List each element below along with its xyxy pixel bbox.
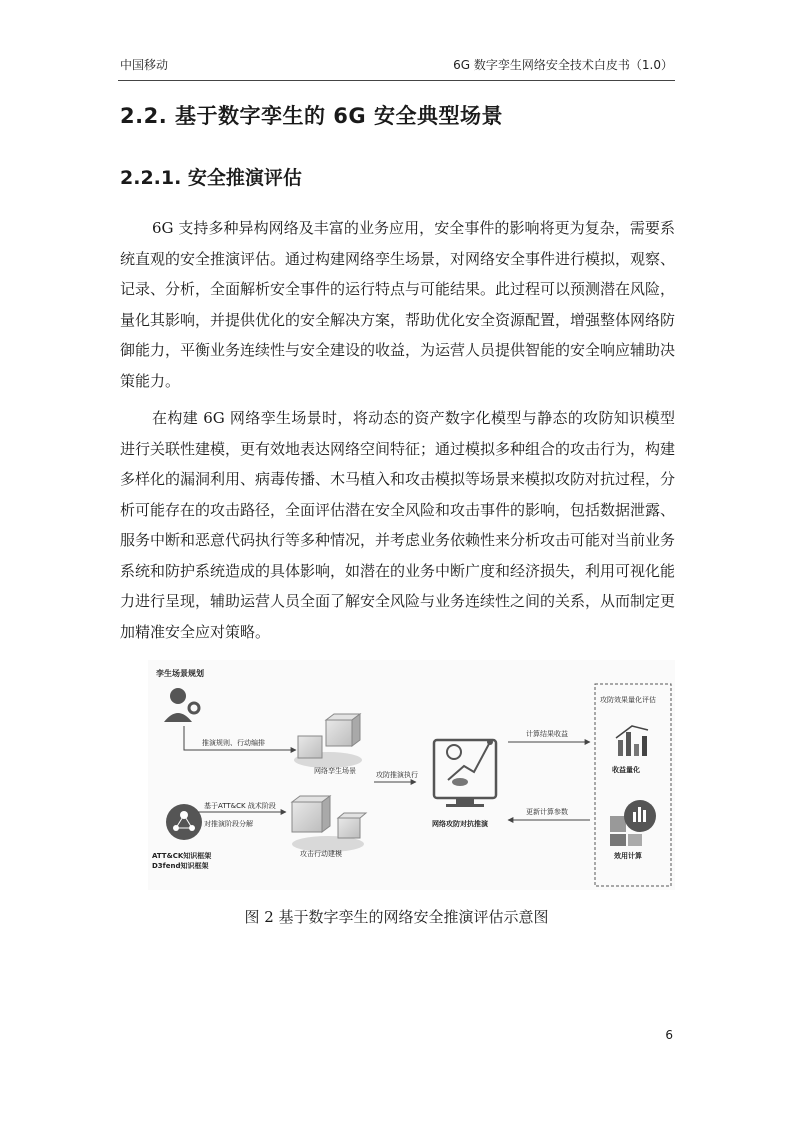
header-doc-title: 6G 数字孪生网络安全技术白皮书（1.0）: [453, 58, 673, 72]
subsection-title: 2.2.1. 安全推演评估: [120, 167, 302, 189]
body-paragraph-1: 6G 支持多种异构网络及丰富的业务应用，安全事件的影响将更为复杂，需要系统直观的安全推演评估。通过构建网络孪生场景，对网络安全事件进行模拟，观察、记录、分析，全面解析安全事件的运行特点与可能结果。此过程可以预测潜在风险，量化其影响，并提供优化的安全解决方案，帮助优化安全资源配置，增强整体网络防御能力，平衡业务连续性与安全建设的收益，为运营人员提供智能的安全响应辅助决策能力。: [120, 219, 676, 390]
network-twin-scene-label: 网络孪生场景: [314, 767, 356, 775]
d3fend-framework-label: D3fend知识框架: [152, 862, 209, 870]
page-number: 6: [665, 1028, 673, 1042]
stage-decompose-label: 对推演阶段分解: [204, 820, 253, 828]
knowledge-framework-icon: [166, 804, 202, 840]
calc-result-gain-label: 计算结果收益: [526, 730, 568, 738]
attck-framework-label: ATT&CK知识框架: [152, 852, 212, 860]
gain-quantify-label: 收益量化: [612, 766, 640, 774]
update-calc-params-label: 更新计算参数: [526, 808, 568, 816]
twin-planning-label: 孪生场景规划: [156, 669, 204, 678]
attack-action-model-label: 攻击行动建模: [300, 850, 342, 858]
attck-stage-label: 基于ATT&CK 战术阶段: [204, 802, 276, 810]
effect-calc-label: 效用计算: [614, 852, 642, 860]
header-org: 中国移动: [120, 58, 169, 72]
attack-deduction-exec-label: 攻防推演执行: [376, 771, 418, 779]
section-title: 2.2. 基于数字孪生的 6G 安全典型场景: [120, 104, 503, 128]
deduction-diagram: [148, 660, 675, 890]
attack-defense-deduction-label: 网络攻防对抗推演: [432, 820, 488, 828]
figure-caption: 图 2 基于数字孪生的网络安全推演评估示意图: [244, 908, 549, 926]
body-paragraph-2: 在构建 6G 网络孪生场景时，将动态的资产数字化模型与静态的攻防知识模型进行关联性建模，更有效地表达网络空间特征；通过模拟多种组合的攻击行为，构建多样化的漏洞利用、病毒传播、木马植入和攻击模拟等场景来模拟攻防对抗过程，分析可能存在的攻击路径，全面评估潜在安全风险和攻击事件的影响，包括数据泄露、服务中断和恶意代码执行等多种情况，并考虑业务依赖性来分析攻击可能对当前业务系统和防护系统造成的具体影响，如潜在的业务中断广度和经济损失，利用可视化能力进行呈现，辅助运营人员全面了解安全风险与业务连续性之间的关系，从而制定更加精准安全应对策略。: [120, 409, 676, 641]
header-divider: [118, 80, 675, 81]
deduction-rules-label: 推演规则、行动编排: [202, 739, 265, 747]
attack-effect-eval-label: 攻防效果量化评估: [600, 696, 656, 704]
